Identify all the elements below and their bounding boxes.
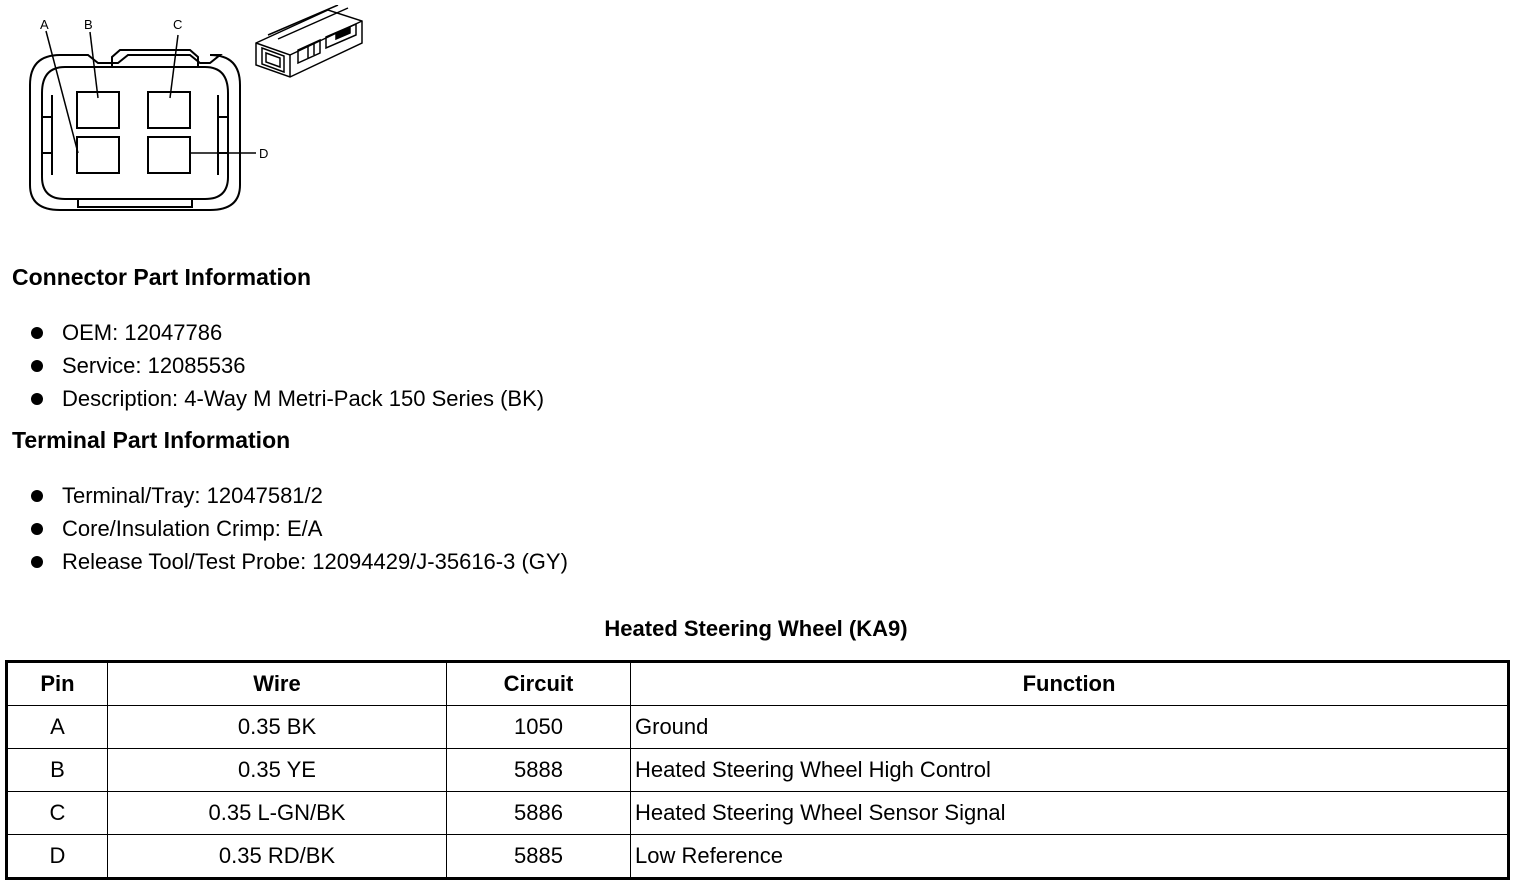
list-item: Description: 4-Way M Metri-Pack 150 Series (BK) [28,382,544,415]
table-row [7,792,1509,835]
table-row [7,749,1509,792]
pin-label-c: C [173,17,183,32]
cell-function: Heated Steering Wheel High Control [631,749,1509,792]
connector-diagram [20,5,370,217]
terminal-part-info-heading: Terminal Part Information [12,427,291,453]
cell-circuit: 1050 [447,706,631,749]
header-function: Function [631,662,1509,706]
connector-part-info-heading: Connector Part Information [12,264,312,290]
bullet-icon [31,490,43,502]
list-item: Release Tool/Test Probe: 12094429/J-35616-3 (GY) [28,545,568,578]
table-row [7,835,1509,879]
cell-wire: 0.35 BK [108,706,447,749]
list-item: Core/Insulation Crimp: E/A [28,512,568,545]
cell-pin: A [7,706,108,749]
cell-wire: 0.35 L-GN/BK [108,792,447,835]
cell-pin: C [7,792,108,835]
pin-label-a: A [40,17,49,32]
header-circuit: Circuit [447,662,631,706]
list-item: Service: 12085536 [28,349,544,382]
header-wire: Wire [108,662,447,706]
cell-pin: D [7,835,108,879]
bullet-icon [31,360,43,372]
table-title: Heated Steering Wheel (KA9) [604,616,908,641]
cell-function: Heated Steering Wheel Sensor Signal [631,792,1509,835]
table-row [7,706,1509,749]
bullet-icon [31,556,43,568]
cell-function: Ground [631,706,1509,749]
header-pin: Pin [7,662,108,706]
table-header-row [7,662,1509,706]
pin-label-b: B [84,17,93,32]
cell-circuit: 5885 [447,835,631,879]
bullet-icon [31,523,43,535]
pinout-table [5,660,1510,880]
cell-circuit: 5886 [447,792,631,835]
terminal-part-info-list [28,479,568,578]
cell-circuit: 5888 [447,749,631,792]
cell-function: Low Reference [631,835,1509,879]
list-item: Terminal/Tray: 12047581/2 [28,479,568,512]
connector-thumbnail-icon [256,5,362,77]
cell-pin: B [7,749,108,792]
pin-label-d: D [259,146,269,161]
bullet-icon [31,393,43,405]
cell-wire: 0.35 YE [108,749,447,792]
cell-wire: 0.35 RD/BK [108,835,447,879]
connector-part-info-list [28,316,544,415]
list-item: OEM: 12047786 [28,316,544,349]
bullet-icon [31,327,43,339]
